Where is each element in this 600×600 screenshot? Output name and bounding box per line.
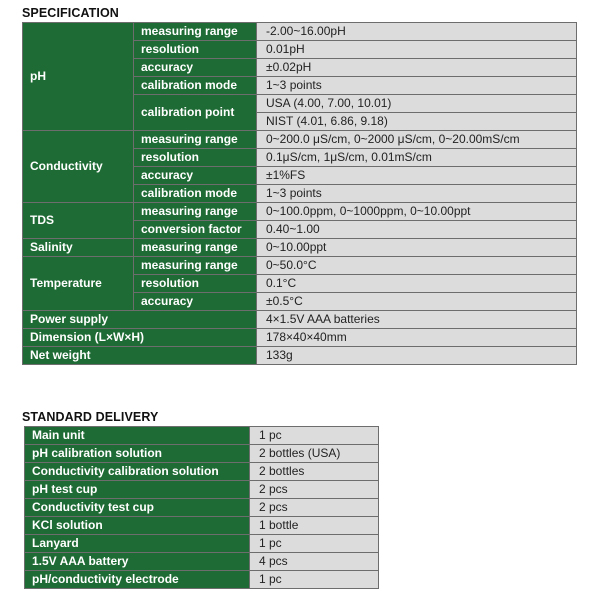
spec-row (23, 23, 577, 41)
param-label: resolution (134, 275, 257, 293)
param-value: 0~50.0°C (257, 257, 577, 275)
delivery-item-name: Lanyard (25, 535, 250, 553)
delivery-item-qty: 1 bottle (250, 517, 379, 535)
category-ph: pH (23, 23, 134, 131)
param-value: 4×1.5V AAA batteries (257, 311, 577, 329)
spec-row (23, 239, 577, 257)
param-label: calibration mode (134, 185, 257, 203)
param-value: ±0.02pH (257, 59, 577, 77)
delivery-row (25, 571, 379, 589)
param-label: measuring range (134, 23, 257, 41)
category-net-weight: Net weight (23, 347, 257, 365)
param-label: measuring range (134, 131, 257, 149)
spec-row (23, 347, 577, 365)
param-value: 0~10.00ppt (257, 239, 577, 257)
delivery-row (25, 553, 379, 571)
param-value: 0~100.0ppm, 0~1000ppm, 0~10.00ppt (257, 203, 577, 221)
delivery-row (25, 481, 379, 499)
param-value: -2.00~16.00pH (257, 23, 577, 41)
param-value: NIST (4.01, 6.86, 9.18) (257, 113, 577, 131)
delivery-item-qty: 4 pcs (250, 553, 379, 571)
param-label: calibration mode (134, 77, 257, 95)
delivery-row (25, 463, 379, 481)
param-value: 0.01pH (257, 41, 577, 59)
param-value: 0.1°C (257, 275, 577, 293)
delivery-row (25, 517, 379, 535)
delivery-item-qty: 2 bottles (250, 463, 379, 481)
param-label: accuracy (134, 59, 257, 77)
delivery-item-name: pH test cup (25, 481, 250, 499)
param-value: ±0.5°C (257, 293, 577, 311)
category-salinity: Salinity (23, 239, 134, 257)
category-temperature: Temperature (23, 257, 134, 311)
param-value: USA (4.00, 7.00, 10.01) (257, 95, 577, 113)
category-conductivity: Conductivity (23, 131, 134, 203)
delivery-item-qty: 2 bottles (USA) (250, 445, 379, 463)
param-value: 0.40~1.00 (257, 221, 577, 239)
param-value: 0~200.0 μS/cm, 0~2000 μS/cm, 0~20.00mS/cm (257, 131, 577, 149)
spec-row (23, 311, 577, 329)
delivery-row (25, 535, 379, 553)
delivery-row (25, 445, 379, 463)
param-label: calibration point (134, 95, 257, 131)
category-power-supply: Power supply (23, 311, 257, 329)
delivery-item-qty: 1 pc (250, 427, 379, 445)
spec-row (23, 203, 577, 221)
delivery-item-name: Conductivity calibration solution (25, 463, 250, 481)
specification-table (22, 22, 577, 365)
param-label: measuring range (134, 257, 257, 275)
param-label: measuring range (134, 203, 257, 221)
param-value: 133g (257, 347, 577, 365)
standard-delivery-title: STANDARD DELIVERY (22, 410, 159, 424)
param-value: 1~3 points (257, 77, 577, 95)
specification-title: SPECIFICATION (22, 6, 119, 20)
param-value: ±1%FS (257, 167, 577, 185)
delivery-item-name: KCl solution (25, 517, 250, 535)
delivery-item-qty: 2 pcs (250, 481, 379, 499)
param-value: 178×40×40mm (257, 329, 577, 347)
delivery-row (25, 427, 379, 445)
delivery-item-qty: 1 pc (250, 571, 379, 589)
param-label: accuracy (134, 293, 257, 311)
param-label: measuring range (134, 239, 257, 257)
spec-row (23, 257, 577, 275)
delivery-item-name: 1.5V AAA battery (25, 553, 250, 571)
delivery-item-name: pH/conductivity electrode (25, 571, 250, 589)
delivery-item-name: Main unit (25, 427, 250, 445)
param-label: conversion factor (134, 221, 257, 239)
param-label: resolution (134, 41, 257, 59)
category-tds: TDS (23, 203, 134, 239)
param-label: accuracy (134, 167, 257, 185)
delivery-item-qty: 2 pcs (250, 499, 379, 517)
standard-delivery-table (24, 426, 379, 589)
spec-row (23, 131, 577, 149)
param-value: 1~3 points (257, 185, 577, 203)
param-label: resolution (134, 149, 257, 167)
param-value: 0.1μS/cm, 1μS/cm, 0.01mS/cm (257, 149, 577, 167)
category-dimension: Dimension (L×W×H) (23, 329, 257, 347)
delivery-row (25, 499, 379, 517)
delivery-item-name: pH calibration solution (25, 445, 250, 463)
delivery-item-qty: 1 pc (250, 535, 379, 553)
spec-row (23, 329, 577, 347)
delivery-item-name: Conductivity test cup (25, 499, 250, 517)
